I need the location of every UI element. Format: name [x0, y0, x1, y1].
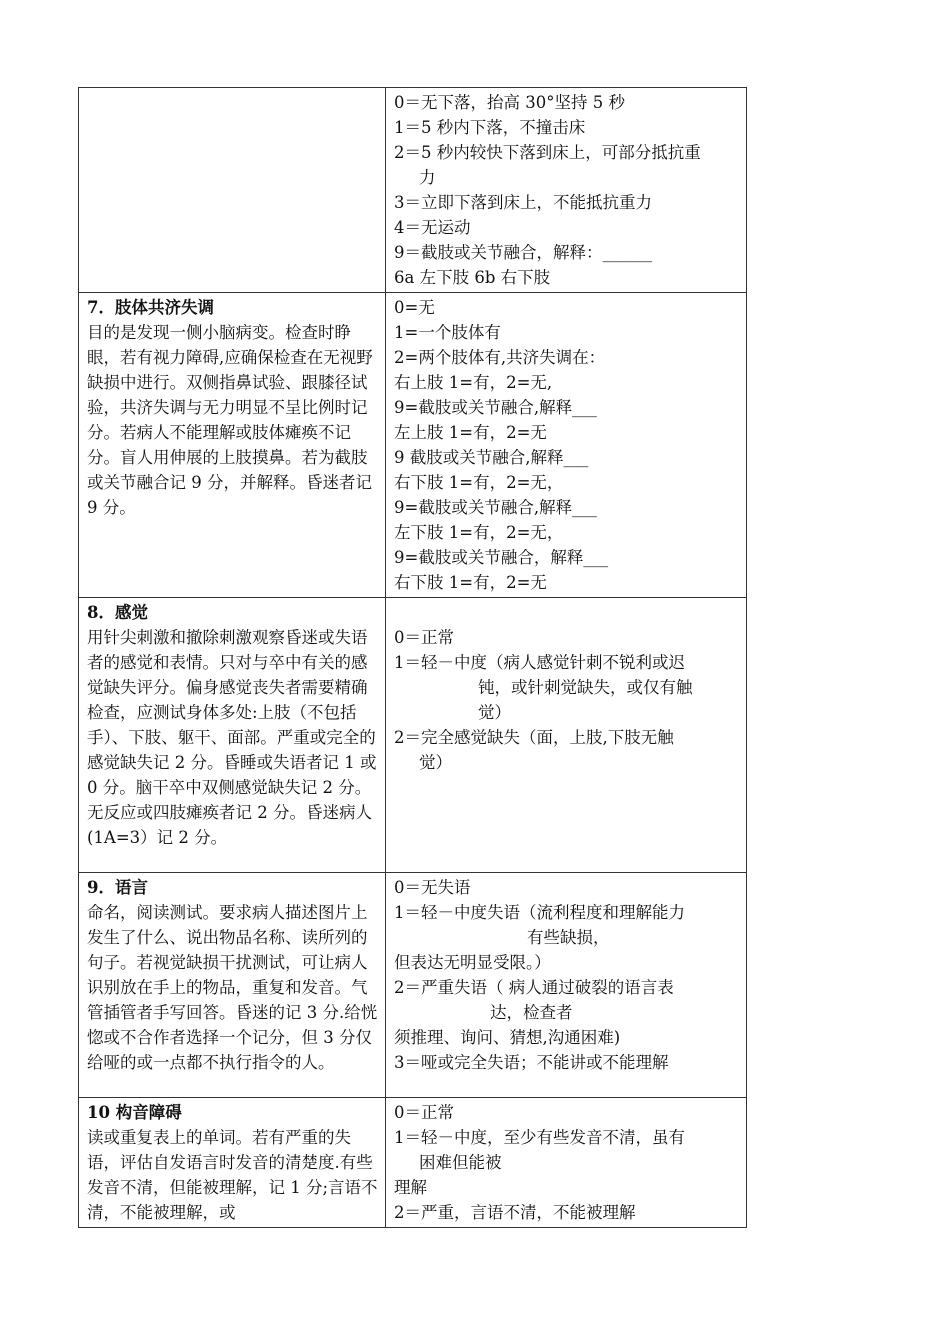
score-options-cell	[386, 873, 747, 1098]
score-option: 1＝轻－中度失语（流利程度和理解能力	[394, 903, 685, 922]
table-row	[79, 598, 747, 873]
score-option: 2＝5 秒内较快下落到床上，可部分抵抗重	[394, 143, 701, 162]
limb-score: 右上肢 1=有，2=无,	[394, 373, 553, 392]
score-option-continuation: 觉）	[419, 753, 452, 772]
limb-score: 右下肢 1=有，2=无	[394, 573, 547, 592]
score-option-continuation: 须推理、询问、猜想,沟通困难)	[394, 1028, 621, 1047]
item-description-cell	[79, 1098, 386, 1228]
score-options-cell	[386, 293, 747, 598]
limb-score: 9=截肢或关节融合，解释___	[394, 548, 609, 567]
item-title: 7．肢体共济失调	[87, 298, 214, 317]
item-instructions: 目的是发现一侧小脑病变。检查时睁眼，若有视力障碍,应确保检查在无视野缺损中进行。双侧指鼻试验、跟膝径试验，共济失调与无力明显不呈比例时记分。若病人不能理解或肢体瘫痪不记分。盲人用伸展的上肢摸鼻。若为截肢或关节融合记 9 分，并解释。昏迷者记 9 分。	[87, 323, 373, 517]
score-option: 1＝轻－中度，至少有些发音不清，虽有	[394, 1128, 685, 1147]
score-option-continuation: 力	[419, 168, 436, 187]
item-title: 10 构音障碍	[87, 1103, 182, 1122]
score-option: 0＝正常	[394, 1103, 454, 1122]
item-description-cell	[79, 293, 386, 598]
nihss-scale-table	[78, 87, 747, 1228]
score-option-continuation: 困难但能被	[419, 1153, 502, 1172]
score-option: 3＝哑或完全失语；不能讲或不能理解	[394, 1053, 669, 1072]
score-option: 0＝无下落，抬高 30°坚持 5 秒	[394, 93, 625, 112]
score-option-continuation: 钝，或针刺觉缺失，或仅有触	[478, 678, 693, 697]
score-option: 2＝严重失语（ 病人通过破裂的语言表	[394, 978, 674, 997]
item-title: 9．语言	[87, 878, 148, 897]
item-description-cell	[79, 88, 386, 293]
score-option-continuation: 觉）	[478, 703, 511, 722]
item-title: 8．感觉	[87, 603, 148, 622]
score-option: 1=一个肢体有	[394, 323, 501, 342]
limb-label: 6a 左下肢 6b 右下肢	[394, 268, 551, 287]
item-description-cell	[79, 873, 386, 1098]
table-row	[79, 88, 747, 293]
table-row	[79, 293, 747, 598]
score-option: 1＝5 秒内下落，不撞击床	[394, 118, 586, 137]
score-option: 0＝无失语	[394, 878, 471, 897]
score-option: 2＝严重，言语不清，不能被理解	[394, 1203, 636, 1222]
score-option: 4＝无运动	[394, 218, 471, 237]
table-row	[79, 1098, 747, 1228]
limb-score: 左上肢 1=有，2=无	[394, 423, 547, 442]
score-option: 9＝截肢或关节融合，解释：______	[394, 243, 652, 262]
score-option: 0=无	[394, 298, 435, 317]
limb-score: 9 截肢或关节融合,解释___	[394, 448, 589, 467]
limb-score: 右下肢 1=有，2=无，	[394, 473, 564, 492]
score-options-cell	[386, 1098, 747, 1228]
score-option: 2=两个肢体有,共济失调在：	[394, 348, 606, 367]
score-option: 1＝轻－中度（病人感觉针刺不锐利或迟	[394, 653, 685, 672]
limb-score: 左下肢 1=有，2=无，	[394, 523, 564, 542]
score-options-cell	[386, 88, 747, 293]
score-option: 2＝完全感觉缺失（面，上肢,下肢无触	[394, 728, 674, 747]
item-instructions: 读或重复表上的单词。若有严重的失语，评估自发语言时发音的清楚度.有些发音不清，但能被理解，记 1 分;言语不清，不能被理解，或	[87, 1128, 378, 1222]
spacer	[394, 600, 740, 625]
score-option-continuation: 但表达无明显受限。）	[394, 953, 551, 972]
item-description-cell	[79, 598, 386, 873]
score-option: 3＝立即下落到床上，不能抵抗重力	[394, 193, 652, 212]
item-instructions: 命名，阅读测试。要求病人描述图片上发生了什么、说出物品名称、读所列的句子。若视觉缺损干扰测试，可让病人识别放在手上的物品，重复和发音。气管插管者手写回答。昏迷的记 3 分.给恍惚或不合作者选择一个记分，但 3 分仅给哑的或一点都不执行指令的人。	[87, 903, 378, 1072]
limb-score: 9=截肢或关节融合,解释___	[394, 498, 597, 517]
score-options-cell	[386, 598, 747, 873]
item-instructions: 用针尖刺激和撤除刺激观察昏迷或失语者的感觉和表情。只对与卒中有关的感觉缺失评分。偏身感觉丧失者需要精确检查，应测试身体多处:上肢（不包括手）、下肢、躯干、面部。严重或完全的感觉缺失记 2 分。昏睡或失语者记 1 或 0 分。脑干卒中双侧感觉缺失记 2 分。无反应或四肢瘫痪者记 2 分。昏迷病人(1A=3）记 2 分。	[87, 628, 377, 847]
score-option: 0＝正常	[394, 628, 454, 647]
table-row	[79, 873, 747, 1098]
score-option-continuation: 达，检查者	[490, 1003, 573, 1022]
limb-score: 9=截肢或关节融合,解释___	[394, 398, 597, 417]
score-option-continuation: 有些缺损，	[527, 928, 610, 947]
score-option-continuation: 理解	[394, 1178, 427, 1197]
